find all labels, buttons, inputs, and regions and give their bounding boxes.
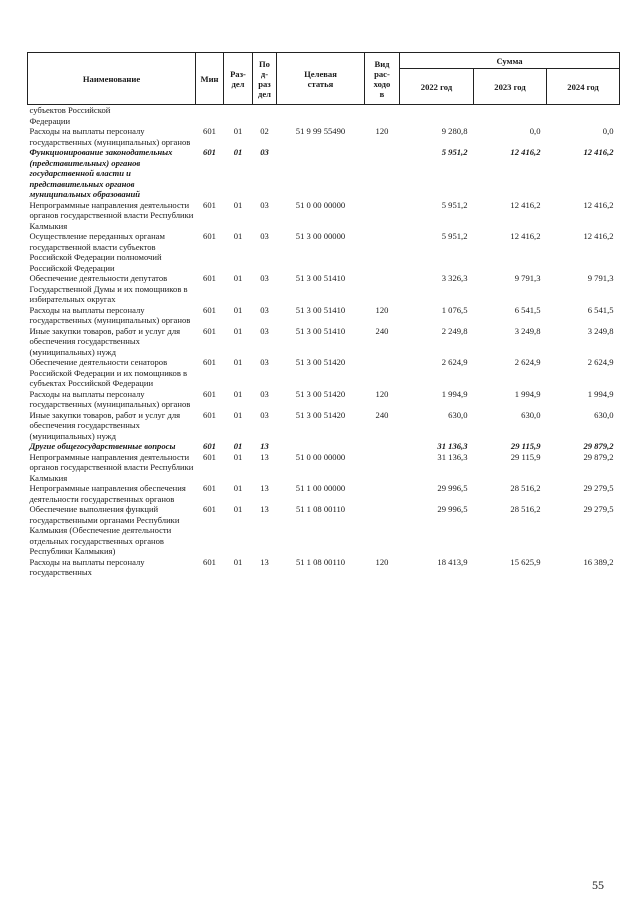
row-target: 51 1 08 00110 <box>295 504 346 514</box>
row-sum-2022: 2 624,9 <box>441 357 468 367</box>
row-target: 51 3 00 51410 <box>295 304 346 315</box>
row-target <box>277 105 365 127</box>
table-row <box>28 410 620 442</box>
row-razdel: 01 <box>233 409 243 420</box>
row-podrazdel: 03 <box>260 409 269 420</box>
row-sum-2023: 29 115,9 <box>510 441 541 451</box>
row-vid <box>365 200 400 232</box>
row-target: 51 3 00 51420 <box>295 388 346 399</box>
row-razdel: 01 <box>233 304 243 315</box>
row-sum-2024: 6 541,5 <box>587 304 614 315</box>
page-number: 55 <box>592 878 604 892</box>
row-sum-2024: 9 791,3 <box>587 273 614 283</box>
row-name: Расходы на выплаты персоналу государственных (муниципальных) органов <box>29 126 191 147</box>
row-sum-2022: 31 136,3 <box>437 451 468 462</box>
row-min: 601 <box>203 273 216 283</box>
row-vid: 120 <box>375 556 389 567</box>
table-row <box>28 441 620 452</box>
row-podrazdel: 03 <box>260 147 269 157</box>
row-target: 51 9 99 55490 <box>295 126 346 136</box>
row-sum-2022: 5 951,2 <box>441 199 468 210</box>
row-sum-2022: 29 996,5 <box>437 504 468 514</box>
row-razdel <box>224 105 253 127</box>
row-podrazdel: 03 <box>260 304 269 315</box>
table-row <box>28 305 620 326</box>
row-podrazdel: 13 <box>260 441 269 451</box>
row-razdel: 01 <box>233 147 243 157</box>
row-min: 601 <box>203 126 216 136</box>
row-vid: 240 <box>375 325 389 336</box>
row-target: 51 3 00 00000 <box>295 231 346 241</box>
row-sum-2024: 1 994,9 <box>587 388 614 399</box>
row-razdel: 01 <box>233 388 243 399</box>
row-sum-2023: 12 416,2 <box>510 231 541 241</box>
row-podrazdel: 02 <box>260 126 269 136</box>
row-name: Расходы на выплаты персоналу государственных (муниципальных) органов <box>29 388 191 409</box>
table-row <box>28 126 620 147</box>
row-sum-2023: 3 249,8 <box>514 325 541 336</box>
row-razdel: 01 <box>233 451 243 462</box>
row-vid <box>365 441 400 452</box>
row-razdel: 01 <box>233 357 243 367</box>
row-name: Обеспечение выполнения функций государственными органами Республики Калмыкия (Обеспечение деятельности отдельных государственных органов Республики Калмыкия) <box>29 504 180 556</box>
row-name: Расходы на выплаты персоналу государственных (муниципальных) органов <box>29 304 191 325</box>
row-target: 51 0 00 00000 <box>295 199 346 210</box>
row-vid <box>365 357 400 389</box>
row-sum-2022: 2 249,8 <box>441 325 468 336</box>
row-vid: 120 <box>375 304 389 315</box>
row-target: 51 1 08 00110 <box>295 556 346 567</box>
row-target: 51 3 00 51420 <box>295 357 346 367</box>
budget-table <box>27 52 620 578</box>
table-row <box>28 357 620 389</box>
row-razdel: 01 <box>233 504 243 514</box>
row-min: 601 <box>203 451 216 462</box>
row-sum-2023: 0,0 <box>529 126 541 136</box>
budget-table-page <box>27 52 619 578</box>
table-row <box>28 483 620 504</box>
row-min: 601 <box>203 409 216 420</box>
row-podrazdel: 03 <box>260 357 269 367</box>
row-name: Непрограммные направления деятельности органов государственной власти Республики Калмыкия <box>29 199 194 231</box>
row-min <box>196 105 224 127</box>
row-sum-2023: 28 516,2 <box>510 504 541 514</box>
row-sum-2023: 630,0 <box>521 409 541 420</box>
table-row <box>28 326 620 358</box>
col-header-razdel: Раз- дел <box>224 53 253 105</box>
table-row <box>28 105 620 127</box>
col-header-vid: Вид рас- ходо в <box>365 53 400 105</box>
row-vid <box>365 483 400 504</box>
table-row <box>28 231 620 273</box>
row-sum-2022: 18 413,9 <box>437 556 468 567</box>
col-header-target: Целевая статья <box>277 53 365 105</box>
table-row <box>28 557 620 578</box>
table-row <box>28 389 620 410</box>
col-header-podrazdel: По д- раз дел <box>253 53 277 105</box>
row-sum-2023: 2 624,9 <box>514 357 541 367</box>
row-name: Другие общегосударственные вопросы <box>29 441 176 451</box>
row-target <box>277 441 365 452</box>
row-sum-2023: 12 416,2 <box>510 147 541 157</box>
row-vid: 240 <box>375 409 389 420</box>
row-min: 601 <box>203 504 216 514</box>
row-min: 601 <box>203 483 216 493</box>
row-sum-2023: 9 791,3 <box>514 273 541 283</box>
table-row <box>28 504 620 557</box>
row-target: 51 1 00 00000 <box>295 483 346 493</box>
row-sum-2024: 3 249,8 <box>587 325 614 336</box>
col-header-2022: 2022 год <box>400 69 474 105</box>
row-sum-2022: 29 996,5 <box>437 483 468 493</box>
row-podrazdel: 03 <box>260 231 269 241</box>
row-name: Непрограммные направления обеспечения деятельности государственных органов <box>29 483 186 504</box>
row-podrazdel: 13 <box>260 556 269 567</box>
row-sum-2024: 630,0 <box>594 409 614 420</box>
col-header-sum: Сумма <box>400 53 620 69</box>
row-target: 51 3 00 51410 <box>295 325 346 336</box>
row-sum-2023: 29 115,9 <box>510 451 541 462</box>
row-sum-2023 <box>474 105 547 127</box>
row-sum-2024: 12 416,2 <box>583 199 614 210</box>
row-razdel: 01 <box>233 483 243 493</box>
row-vid <box>365 452 400 484</box>
row-sum-2024: 16 389,2 <box>583 556 614 567</box>
row-vid: 120 <box>375 388 389 399</box>
row-sum-2024: 0,0 <box>602 126 614 136</box>
row-name: Непрограммные направления деятельности органов государственной власти Республики Калмыкия <box>29 451 194 483</box>
row-sum-2023: 28 516,2 <box>510 483 541 493</box>
row-vid <box>365 147 400 200</box>
row-min: 601 <box>203 441 216 451</box>
table-row <box>28 452 620 484</box>
row-name: Расходы на выплаты персоналу государственных <box>29 556 145 577</box>
row-vid <box>365 273 400 305</box>
row-sum-2022: 1 994,9 <box>441 388 468 399</box>
row-sum-2024: 29 279,5 <box>583 483 614 493</box>
row-min: 601 <box>203 147 216 157</box>
row-sum-2022: 630,0 <box>448 409 468 420</box>
row-sum-2023: 6 541,5 <box>514 304 541 315</box>
col-header-2023: 2023 год <box>474 69 547 105</box>
row-podrazdel <box>253 105 277 127</box>
row-min: 601 <box>203 304 216 315</box>
row-razdel: 01 <box>233 231 243 241</box>
row-min: 601 <box>203 231 216 241</box>
row-podrazdel: 13 <box>260 451 269 462</box>
row-sum-2024: 29 879,2 <box>583 451 614 462</box>
row-name: Иные закупки товаров, работ и услуг для обеспечения государственных (муниципальных) нужд <box>29 409 181 441</box>
row-razdel: 01 <box>233 556 243 567</box>
row-sum-2022 <box>400 105 474 127</box>
table-row <box>28 273 620 305</box>
row-sum-2024: 29 279,5 <box>583 504 614 514</box>
row-min: 601 <box>203 357 216 367</box>
row-sum-2024: 12 416,2 <box>583 147 614 157</box>
col-header-min: Мин <box>196 53 224 105</box>
row-sum-2023: 15 625,9 <box>510 556 541 567</box>
col-header-name: Наименование <box>28 53 196 105</box>
row-vid <box>365 105 400 127</box>
row-razdel: 01 <box>233 199 243 210</box>
row-sum-2022: 3 326,3 <box>441 273 468 283</box>
row-name: Иные закупки товаров, работ и услуг для обеспечения государственных (муниципальных) нужд <box>29 325 181 357</box>
row-min: 601 <box>203 556 216 567</box>
row-podrazdel: 13 <box>260 483 269 493</box>
row-sum-2022: 5 951,2 <box>441 231 468 241</box>
row-sum-2022: 5 951,2 <box>441 147 468 157</box>
row-sum-2024: 2 624,9 <box>587 357 614 367</box>
row-target: 51 3 00 51410 <box>295 273 346 283</box>
row-min: 601 <box>203 388 216 399</box>
row-sum-2022: 1 076,5 <box>441 304 468 315</box>
row-podrazdel: 03 <box>260 325 269 336</box>
row-name: Обеспечение деятельности сенаторов Российской Федерации и их помощников в субъектах Российской Федерации <box>29 357 188 388</box>
row-vid <box>365 504 400 557</box>
row-sum-2023: 1 994,9 <box>514 388 541 399</box>
row-target <box>277 147 365 200</box>
row-sum-2024: 12 416,2 <box>583 231 614 241</box>
row-name: Обеспечение деятельности депутатов Государственной Думы и их помощников в избирательных округах <box>29 273 188 304</box>
row-razdel: 01 <box>233 441 243 451</box>
row-min: 601 <box>203 325 216 336</box>
row-vid <box>365 231 400 273</box>
table-row <box>28 147 620 200</box>
row-podrazdel: 13 <box>260 504 269 514</box>
row-min: 601 <box>203 199 216 210</box>
row-name: Осуществление переданных органам государственной власти субъектов Российской Федерации полномочий Российской Федерации <box>29 231 165 273</box>
row-vid: 120 <box>375 126 389 136</box>
row-sum-2023: 12 416,2 <box>510 199 541 210</box>
row-podrazdel: 03 <box>260 388 269 399</box>
row-target: 51 3 00 51420 <box>295 409 346 420</box>
row-name: субъектов Российской Федерации <box>29 105 111 126</box>
row-sum-2022: 9 280,8 <box>441 126 468 136</box>
col-header-2024: 2024 год <box>547 69 620 105</box>
row-razdel: 01 <box>233 325 243 336</box>
row-podrazdel: 03 <box>260 273 269 283</box>
row-razdel: 01 <box>233 126 243 136</box>
row-razdel: 01 <box>233 273 243 283</box>
row-sum-2022: 31 136,3 <box>437 441 468 451</box>
row-sum-2024: 29 879,2 <box>583 441 614 451</box>
row-sum-2024 <box>547 105 620 127</box>
table-row <box>28 200 620 232</box>
row-target: 51 0 00 00000 <box>295 451 346 462</box>
row-name: Функционирование законодательных (представительных) органов государственной власти и представительных органов муниципальных образований <box>29 147 173 199</box>
row-podrazdel: 03 <box>260 199 269 210</box>
